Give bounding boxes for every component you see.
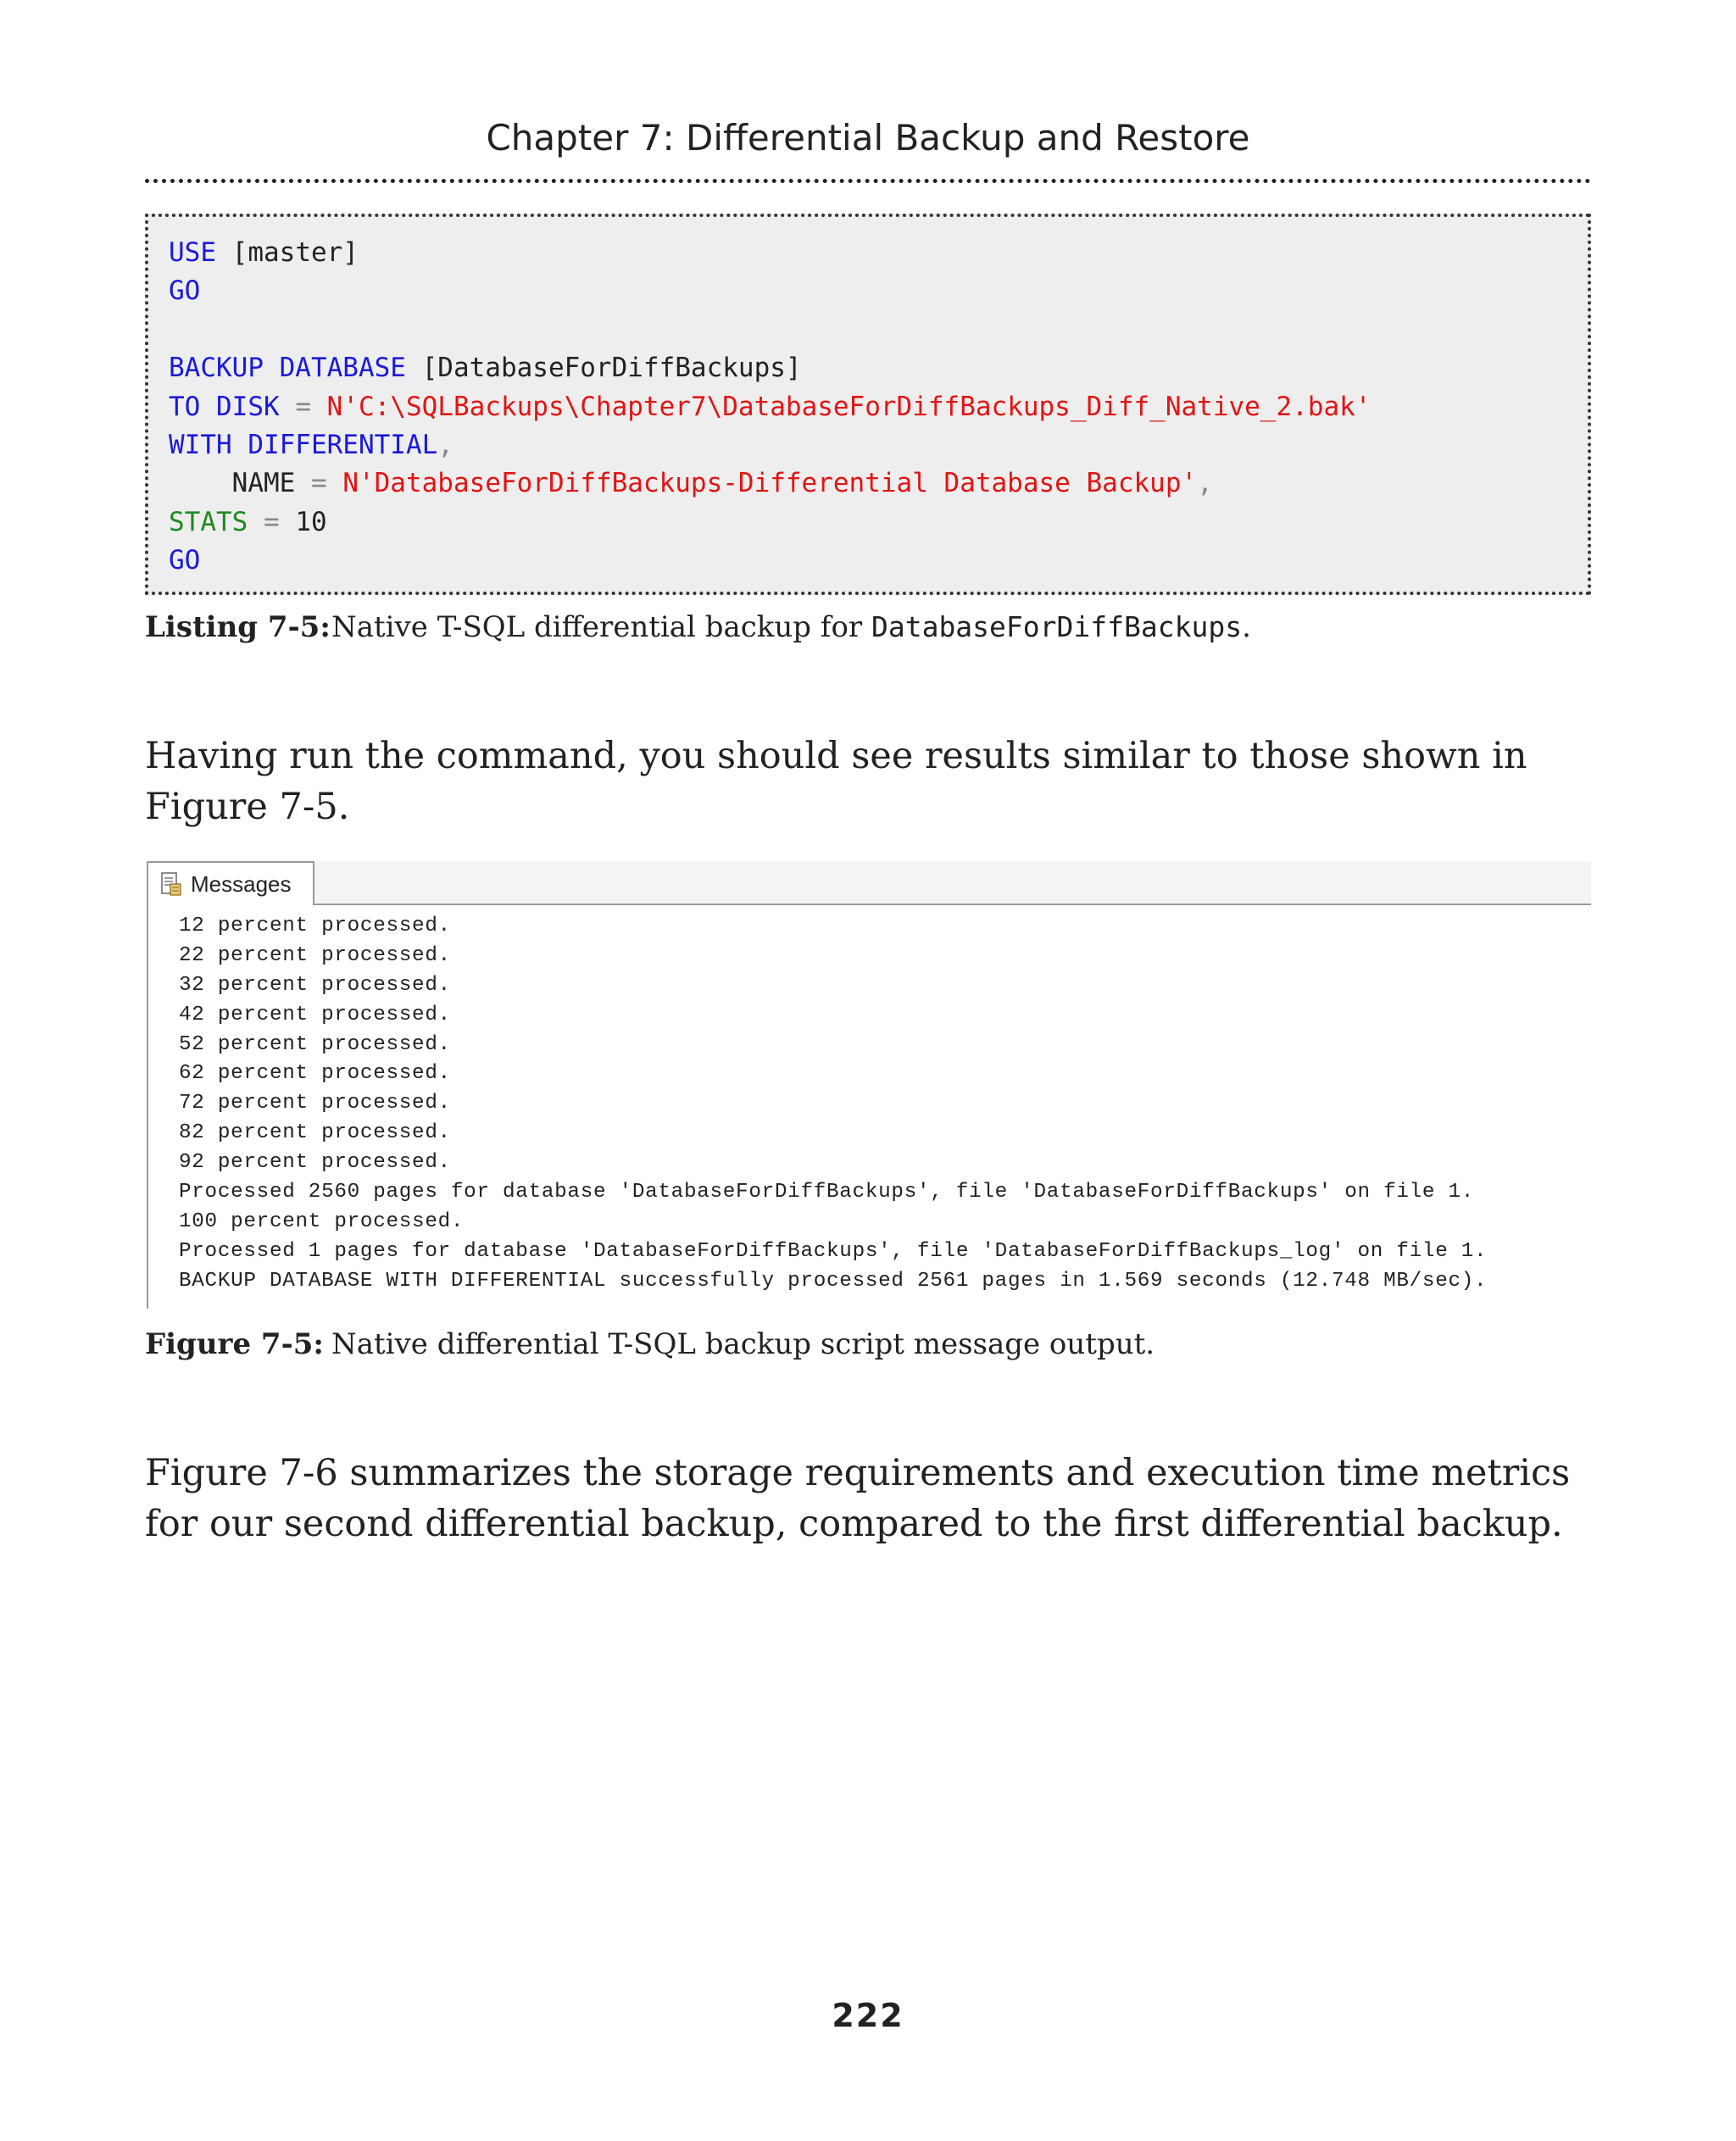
code-operator: = bbox=[279, 391, 327, 422]
messages-tab-strip bbox=[148, 861, 1591, 905]
figure-caption-text: Native differential T-SQL backup script message output. bbox=[331, 1327, 1155, 1361]
message-line: 82 percent processed. bbox=[179, 1121, 451, 1145]
code-line-blank bbox=[169, 311, 1588, 349]
listing-caption-label: Listing 7-5: bbox=[145, 610, 331, 644]
message-line: 92 percent processed. bbox=[179, 1151, 451, 1175]
page-number: 222 bbox=[832, 1997, 904, 2034]
message-line: 42 percent processed. bbox=[179, 1003, 451, 1026]
listing-caption-text: Native T-SQL differential backup for bbox=[331, 610, 871, 644]
messages-panel bbox=[147, 861, 1591, 1309]
messages-output bbox=[179, 912, 1583, 1297]
code-line bbox=[169, 503, 1588, 542]
code-line bbox=[169, 388, 1588, 426]
listing-caption-end: . bbox=[1242, 610, 1251, 644]
message-line: Processed 1 pages for database 'DatabaseForDiffBackups', file 'DatabaseForDiffBackups_log' on file 1. bbox=[179, 1239, 1488, 1263]
code-keyword: BACKUP DATABASE bbox=[169, 353, 406, 384]
message-line: 52 percent processed. bbox=[179, 1032, 451, 1056]
messages-tab-label: Messages bbox=[191, 871, 292, 897]
code-line bbox=[169, 464, 1588, 503]
message-line: BACKUP DATABASE WITH DIFFERENTIAL successfully processed 2561 pages in 1.569 seconds (12.748 MB/sec). bbox=[179, 1269, 1488, 1293]
code-operator: = bbox=[295, 468, 343, 499]
figure-caption bbox=[145, 1327, 1155, 1361]
page-header bbox=[145, 102, 1591, 183]
message-line: 62 percent processed. bbox=[179, 1062, 451, 1086]
message-line: Processed 2560 pages for database 'DatabaseForDiffBackups', file 'DatabaseForDiffBackups' on file 1. bbox=[179, 1181, 1475, 1204]
message-line: 32 percent processed. bbox=[179, 973, 451, 997]
messages-tab[interactable] bbox=[148, 861, 314, 905]
code-keyword: GO bbox=[169, 275, 201, 307]
code-string: N'DatabaseForDiffBackups-Differential Database Backup' bbox=[342, 468, 1198, 499]
code-keyword: GO bbox=[169, 545, 201, 576]
body-paragraph: Having run the command, you should see results similar to those shown in Figure 7-5. bbox=[145, 735, 1527, 828]
code-keyword: WITH DIFFERENTIAL bbox=[169, 429, 438, 460]
figure-caption-label: Figure 7-5: bbox=[145, 1327, 324, 1361]
code-string: N'C:\SQLBackups\Chapter7\DatabaseForDiffBackups_Diff_Native_2.bak' bbox=[326, 391, 1372, 422]
code-line bbox=[169, 234, 1588, 272]
code-listing bbox=[145, 214, 1591, 595]
messages-icon bbox=[160, 871, 182, 897]
code-line bbox=[169, 426, 1588, 464]
code-keyword: TO DISK bbox=[169, 391, 280, 422]
code-operator: , bbox=[437, 429, 453, 460]
message-line: 12 percent processed. bbox=[179, 915, 451, 937]
code-keyword: STATS bbox=[169, 506, 248, 537]
code-text: 10 bbox=[295, 506, 327, 537]
body-paragraph: Figure 7-6 summarizes the storage requirements and execution time metrics for our second differential backup, compared to the first differential backup. bbox=[145, 1452, 1571, 1545]
code-text: [master] bbox=[216, 237, 359, 268]
code-operator: = bbox=[248, 506, 296, 537]
code-text: [DatabaseForDiffBackups] bbox=[405, 353, 802, 384]
message-line: 72 percent processed. bbox=[179, 1092, 451, 1115]
code-line bbox=[169, 272, 1588, 310]
code-keyword: USE bbox=[169, 237, 216, 268]
message-line: 100 percent processed. bbox=[179, 1210, 465, 1233]
code-line bbox=[169, 542, 1588, 580]
code-text: NAME bbox=[169, 468, 296, 499]
code-line bbox=[169, 349, 1588, 387]
chapter-title: Chapter 7: Differential Backup and Restore bbox=[486, 117, 1250, 158]
code-operator: , bbox=[1197, 468, 1213, 499]
message-line: 22 percent processed. bbox=[179, 943, 451, 967]
listing-caption bbox=[145, 610, 1251, 644]
listing-caption-code: DatabaseForDiffBackups bbox=[871, 610, 1243, 643]
